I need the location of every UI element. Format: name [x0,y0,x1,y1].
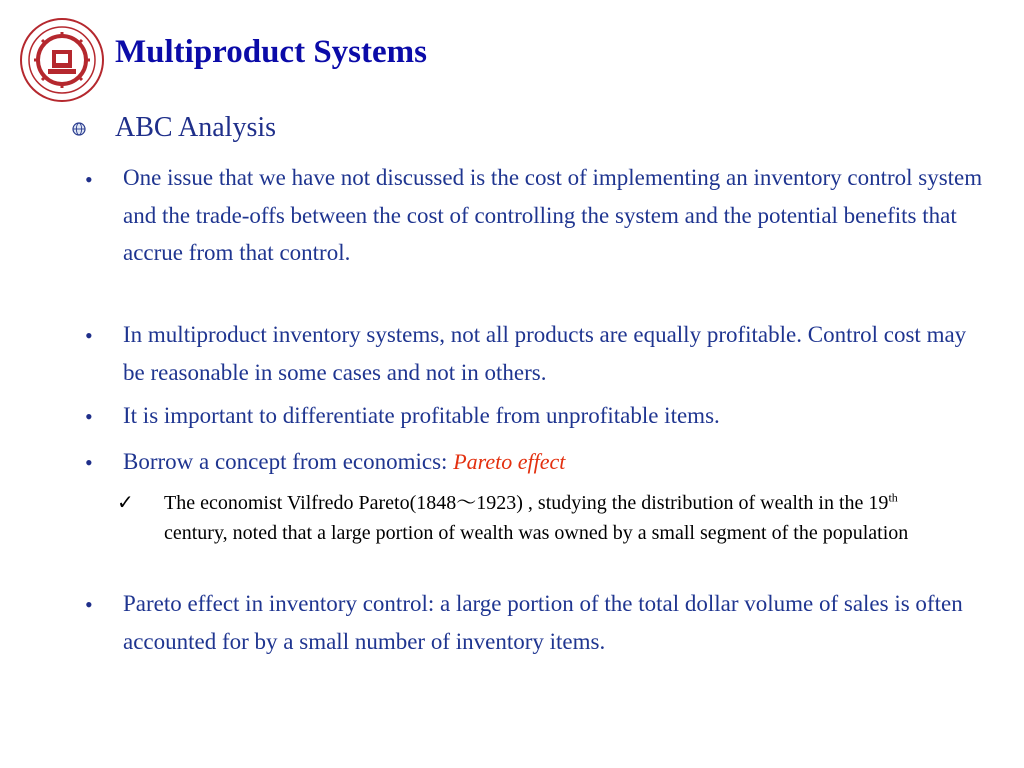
bullet-marker: • [85,592,93,617]
section-heading: ABC Analysis [115,112,277,143]
bullet-text-4 [123,443,983,481]
bullet-marker: • [85,404,93,429]
bullet-4-label: Borrow a concept from economics: [123,449,454,474]
superscript-th: th [888,490,898,505]
checkmark-icon: ✓ [117,492,134,514]
bullet-marker: • [85,167,93,192]
globe-bullet-icon [72,122,86,136]
slide-title: Multiproduct Systems [115,34,427,70]
bullet-text-1: One issue that we have not discussed is the cost of implementing an inventory control system and the trade-offs between the cost of controlling the system and the potential benefits that accrue from that control. [123,165,983,265]
sub-bullet-text: The economist Vilfredo Pareto(1848～1923) , studying the distribution of wealth in the 19th century, noted that a large portion of wealth was owned by a small segment of the population [164,490,909,544]
bullet-text-3: It is important to differentiate profitable from unprofitable items. [123,403,720,428]
university-logo [19,17,105,103]
bullet-marker: • [85,450,93,475]
bullet-text-5: Pareto effect in inventory control: a large portion of the total dollar volume of sales is often accounted for by a small number of inventory items. [123,591,963,654]
bullet-text-2: In multiproduct inventory systems, not all products are equally profitable. Control cost may be reasonable in some cases and not in others. [123,322,967,385]
bullet-marker: • [85,323,93,348]
sjtu-emblem-icon [19,17,105,103]
pareto-effect-emphasis: Pareto effect [453,449,566,474]
